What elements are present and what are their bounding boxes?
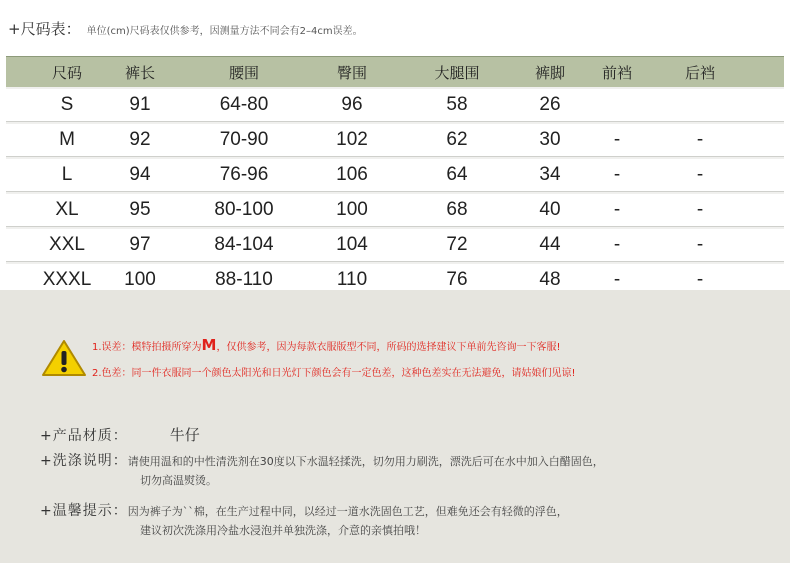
table-cell-hip: 100 [336, 199, 368, 220]
table-cell-hem: 30 [539, 129, 561, 150]
table-row [6, 194, 784, 227]
table-cell-back-rise: - [696, 199, 704, 220]
table-cell-back-rise: - [696, 129, 704, 150]
table-cell-size: L [61, 164, 73, 185]
table-cell-thigh: 64 [446, 164, 468, 185]
table-cell-length: 91 [129, 94, 151, 115]
table-cell-back-rise [655, 89, 745, 121]
table-cell-thigh: 76 [446, 269, 468, 290]
table-cell-length: 92 [129, 129, 151, 150]
table-cell-front-rise: - [613, 199, 621, 220]
wash-line-2: 切勿高温熨烫。 [140, 474, 217, 487]
table-cell-length: 100 [124, 269, 156, 290]
table-row [6, 159, 784, 192]
table-cell-back-rise: - [696, 234, 704, 255]
size-chart-title: +尺码表： [8, 20, 81, 38]
table-cell-hip: 104 [336, 234, 368, 255]
table-cell-hip: 102 [336, 129, 368, 150]
tips-row [40, 500, 568, 520]
table-cell-front-rise: - [613, 269, 621, 290]
table-cell-hem: 48 [539, 269, 561, 290]
table-cell-size: XXL [49, 234, 85, 255]
table-cell-thigh: 68 [446, 199, 468, 220]
table-cell-length: 95 [129, 199, 151, 220]
table-cell-waist: 88-110 [215, 269, 273, 290]
table-cell-hem: 34 [539, 164, 561, 185]
table-cell-hem: 40 [539, 199, 561, 220]
table-cell-front-rise: - [613, 164, 621, 185]
table-cell-waist: 64-80 [219, 94, 269, 115]
size-table [6, 56, 784, 297]
wash-label: +洗涤说明： [40, 453, 128, 469]
warning-line-1-prefix: 1.误差：模特拍摄所穿为 [92, 342, 202, 353]
column-header-back-rise: 后裆 [684, 63, 715, 82]
table-cell-thigh: 58 [446, 94, 468, 115]
wash-row [40, 450, 604, 470]
table-cell-length: 97 [129, 234, 151, 255]
table-cell-front-rise: - [613, 234, 621, 255]
table-cell-back-rise: - [696, 164, 704, 185]
column-header-waist: 腰围 [228, 63, 259, 82]
table-cell-size: S [60, 94, 74, 115]
table-cell-waist: 76-96 [219, 164, 269, 185]
table-cell-size: XXXL [42, 269, 92, 290]
tips-line-2: 建议初次洗涤用冷盐水浸泡并单独洗涤，介意的亲慎拍哦！ [140, 524, 426, 537]
column-header-hip: 臀围 [336, 63, 367, 82]
table-cell-front-rise [572, 89, 662, 121]
wash-line-1: 请使用温和的中性清洗剂在30度以下水温轻揉洗，切勿用力刷洗，漂洗后可在水中加入白醋固色， [127, 455, 604, 468]
warning-model-size: M [201, 336, 217, 354]
material-value: 牛仔 [169, 426, 200, 444]
column-header-hem: 裤脚 [534, 63, 565, 82]
table-cell-back-rise: - [696, 269, 704, 290]
material-label: +产品材质： [40, 428, 128, 444]
table-cell-size: XL [55, 199, 79, 220]
warning-line-2: 2.色差：同一件衣服同一个颜色太阳光和日光灯下颜色会有一定色差，这种色差实在无法避免，请姑娘们见谅! [92, 368, 576, 379]
table-row [6, 124, 784, 157]
table-cell-waist: 84-104 [214, 234, 274, 255]
column-header-size: 尺码 [51, 63, 82, 82]
table-cell-hip: 110 [336, 269, 368, 290]
material-row [40, 424, 200, 445]
size-chart-header [8, 18, 363, 39]
table-cell-hip: 106 [336, 164, 368, 185]
warning-icon [40, 338, 88, 378]
table-cell-front-rise: - [613, 129, 621, 150]
column-header-thigh: 大腿围 [434, 63, 480, 82]
size-chart-note: 单位(cm)尺码表仅供参考，因测量方法不同会有2–4cm误差。 [86, 26, 363, 37]
warning-line-1-suffix: ，仅供参考，因为每款衣服版型不同，所码的选择建议下单前先咨询一下客服! [216, 342, 561, 353]
table-cell-thigh: 72 [446, 234, 468, 255]
table-row [6, 89, 784, 122]
table-cell-waist: 70-90 [219, 129, 269, 150]
warning-line-1 [92, 336, 561, 354]
column-header-front-rise: 前裆 [601, 63, 632, 82]
table-cell-hem: 44 [539, 234, 561, 255]
tips-line-1: 因为裤子为``棉，在生产过程中同，以经过一道水洗固色工艺，但难免还会有轻微的浮色， [127, 505, 568, 518]
table-cell-waist: 80-100 [214, 199, 274, 220]
table-header-row [6, 56, 784, 87]
table-cell-length: 94 [129, 164, 151, 185]
table-cell-hip: 96 [341, 94, 363, 115]
table-cell-thigh: 62 [446, 129, 468, 150]
table-row [6, 229, 784, 262]
table-cell-hem: 26 [539, 94, 561, 115]
column-header-length: 裤长 [124, 63, 155, 82]
table-cell-size: M [59, 129, 75, 150]
tips-label: +温馨提示： [40, 503, 128, 519]
